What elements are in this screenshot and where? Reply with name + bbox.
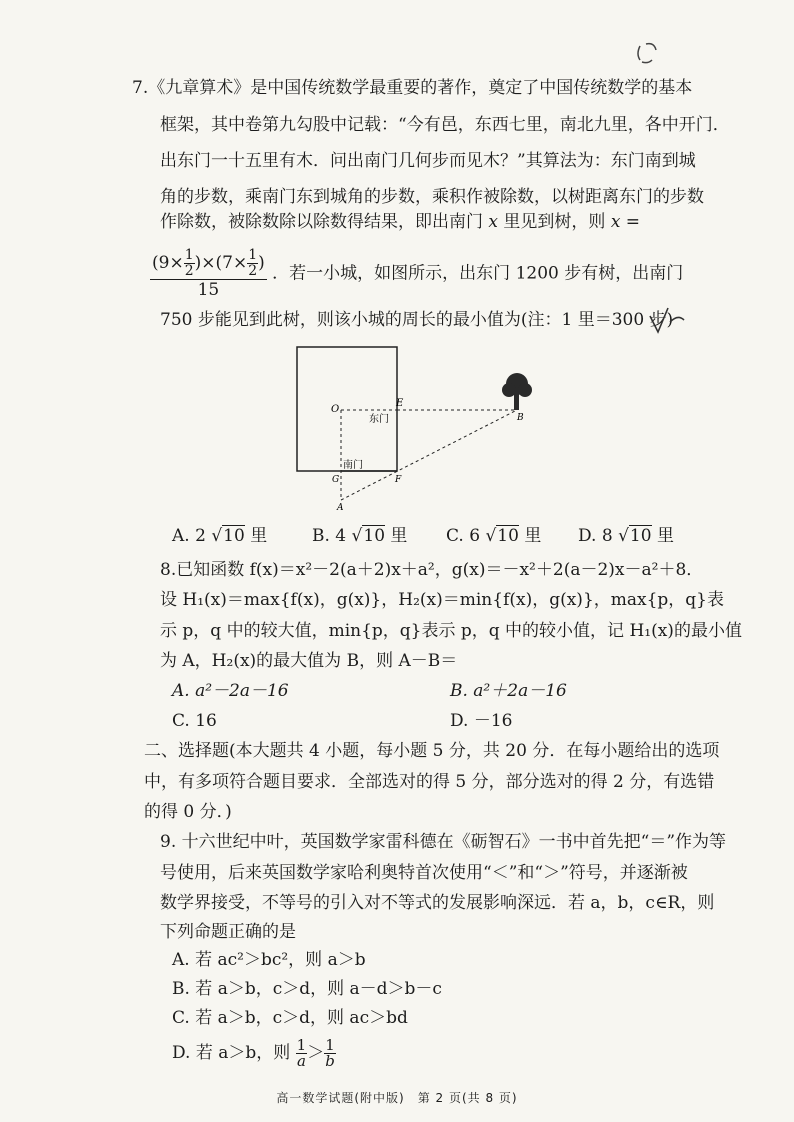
half-denominator: 2: [184, 263, 194, 279]
q7-var-x: x: [488, 212, 498, 232]
q8-line-3: 示 p，q 中的较大值，min{p，q}表示 p，q 中的较小值，记 H₁(x)的最小值: [160, 621, 742, 641]
option-b-root: 10: [363, 526, 386, 546]
q9-line-4: 下列命题正确的是: [160, 922, 296, 942]
q7-formula-line: [150, 248, 683, 300]
label-E: E: [396, 398, 404, 409]
city-wall: [297, 347, 397, 471]
q7-line-5-text-2: 里见到树，则: [503, 212, 606, 232]
fraction-numerator: 1: [325, 1036, 335, 1054]
page-footer: 高一数学试题(附中版) 第 2 页(共 8 页): [276, 1091, 518, 1105]
one-over-a: [296, 1038, 308, 1069]
q7-line-4: 角的步数，乘南门东到城角的步数，乘积作被除数，以树距离东门的步数: [160, 187, 704, 207]
q7-option-b: [312, 524, 407, 548]
q8-option-b: B. a²＋2a－16: [450, 681, 567, 701]
q9-option-c: C. 若 a＞b，c＞d，则 ac＞bd: [172, 1008, 408, 1028]
half-fraction-2: [247, 248, 258, 279]
label-east-gate: 东门: [369, 414, 389, 425]
one-over-b: [324, 1038, 336, 1069]
numerator-part-2: )×(7×: [194, 253, 248, 273]
q8-option-c: C. 16: [172, 711, 217, 731]
section2-line-2: 中，有多项符合题目要求．全部选对的得 5 分，部分选对的得 2 分，有选错: [144, 772, 715, 792]
q7-x-equals: x =: [610, 212, 641, 232]
label-O: O: [331, 404, 340, 415]
sqrt-icon: √: [211, 526, 223, 546]
q7-option-d: [578, 524, 674, 548]
q7-city-figure: [285, 340, 545, 520]
q9-line-1: 9. 十六世纪中叶，英国数学家雷科德在《砺智石》一书中首先把“＝”作为等: [160, 832, 727, 852]
q7-line-2: 框架，其中卷第九勾股中记载：“今有邑，东西七里，南北九里，各中开门．: [160, 115, 730, 135]
half-fraction-1: [184, 248, 195, 279]
q7-line-5: [160, 210, 640, 234]
option-a-label: A. 2: [172, 526, 206, 546]
q9-option-b: B. 若 a＞b，c＞d，则 a－d＞b－c: [172, 979, 442, 999]
fraction-denominator: b: [325, 1052, 335, 1070]
fraction-denominator: a: [296, 1052, 306, 1070]
q7-option-c: [446, 524, 541, 548]
fraction-numerator: 1: [296, 1036, 307, 1054]
q7-fraction: [150, 248, 267, 300]
option-a-unit: 里: [250, 526, 268, 546]
label-B: B: [517, 413, 524, 423]
greater-than: ＞: [307, 1043, 325, 1063]
option-a-root: 10: [223, 526, 245, 546]
q7-fraction-denominator: 15: [197, 280, 220, 300]
numerator-part-3: ): [258, 253, 265, 273]
numerator-part-1: (9×: [152, 253, 184, 273]
option-d-unit: 里: [656, 526, 674, 546]
q9-option-a: A. 若 ac²＞bc²，则 a＞b: [172, 950, 366, 970]
q9-line-2: 号使用，后来英国数学家哈利奥特首次使用“＜”和“＞”符号，并逐渐被: [160, 863, 688, 883]
half-denominator: 2: [248, 263, 258, 279]
option-d-label: D. 8: [578, 526, 613, 546]
option-c-root: 10: [497, 526, 519, 546]
q7-line-6: ．若一小城，如图所示，出东门 1200 步有树，出南门: [272, 263, 684, 284]
half-numerator: 1: [248, 247, 258, 263]
section2-line-3: 的得 0 分．): [144, 802, 232, 822]
label-south-gate: 南门: [343, 460, 363, 471]
q8-line-2: 设 H₁(x)＝max{f(x)，g(x)}，H₂(x)＝min{f(x)，g(x)}，max{p，q}表: [160, 590, 724, 610]
q7-option-a: [172, 524, 267, 548]
half-numerator: 1: [184, 247, 194, 263]
sqrt-icon: √: [351, 526, 363, 546]
option-c-label: C. 6: [446, 526, 481, 546]
option-b-label: B. 4: [312, 526, 347, 546]
q7-line-5-text: 作除数，被除数除以除数得结果，即出南门: [160, 212, 483, 232]
q8-option-d: D. －16: [450, 711, 513, 731]
label-G: G: [332, 475, 340, 485]
sight-line: [341, 410, 517, 500]
tree-icon: [502, 373, 532, 410]
label-A: A: [337, 503, 344, 513]
q8-option-a: A. a²－2a－16: [172, 681, 289, 701]
option-c-unit: 里: [524, 526, 542, 546]
corner-scribble: [632, 38, 662, 68]
q8-line-4: 为 A，H₂(x)的最大值为 B，则 A－B＝: [160, 651, 458, 671]
q9-line-3: 数学界接受，不等号的引入对不等式的发展影响深远．若 a，b，c∈R，则: [160, 893, 715, 913]
sqrt-icon: √: [485, 526, 497, 546]
q9-option-d: [172, 1038, 336, 1069]
q7-line-7: 750 步能见到此树，则该小城的周长的最小值为(注：1 里＝300 步): [160, 310, 674, 330]
option-d-root: 10: [629, 526, 652, 546]
q8-line-1: 8.已知函数 f(x)＝x²－2(a＋2)x＋a²，g(x)＝－x²＋2(a－2)x－a²＋8．: [160, 560, 704, 580]
q7-fraction-numerator: [150, 248, 267, 280]
check-scribble: [648, 304, 688, 338]
option-d-text: D. 若 a＞b，则: [172, 1043, 291, 1063]
label-F: F: [395, 475, 402, 485]
q7-line-1: 7.《九章算术》是中国传统数学最重要的著作，奠定了中国传统数学的基本: [132, 78, 693, 98]
section2-line-1: 二、选择题(本大题共 4 小题，每小题 5 分，共 20 分．在每小题给出的选项: [144, 741, 720, 761]
q7-line-3: 出东门一十五里有木．问出南门几何步而见木？”其算法为：东门南到城: [160, 151, 696, 171]
sqrt-icon: √: [618, 526, 629, 546]
option-b-unit: 里: [390, 526, 408, 546]
